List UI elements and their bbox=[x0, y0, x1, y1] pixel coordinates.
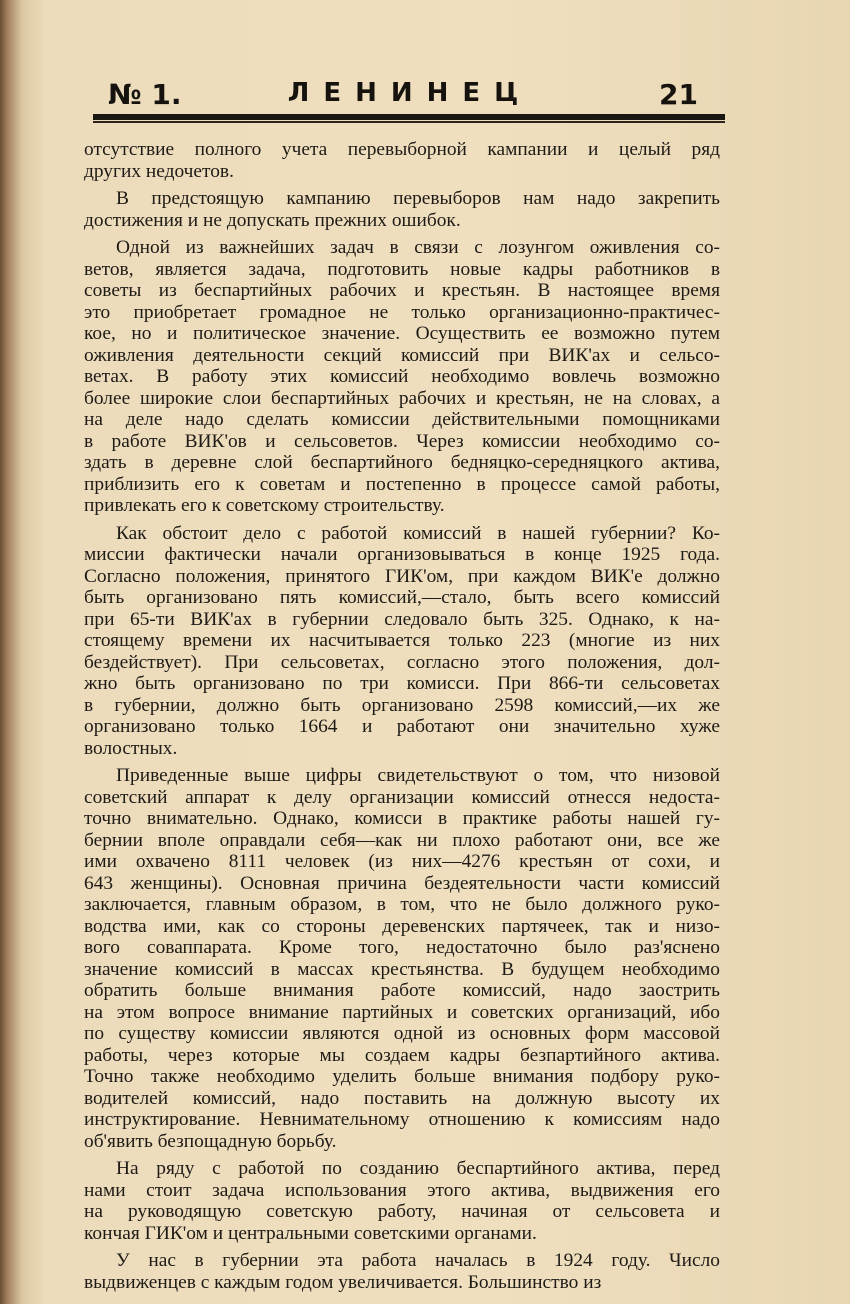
issue-number: № 1. bbox=[108, 78, 182, 111]
paragraph bbox=[84, 523, 720, 760]
text-line: отсутствие полного учета перевыборной кампании и целый ряд bbox=[84, 139, 720, 160]
text-line: кончая ГИК'ом и центральными советскими органами. bbox=[84, 1222, 537, 1244]
text-line: водителей комиссий, надо поставить на должную высоту их bbox=[84, 1087, 720, 1109]
text-line: это приобретает громадное не только организационно-практичес- bbox=[84, 301, 720, 323]
paragraph bbox=[84, 237, 720, 517]
paragraph bbox=[84, 765, 720, 1152]
text-line: советский аппарат к делу организации комиссий отнесся недоста- bbox=[84, 786, 720, 808]
text-line: в губернии, должно быть организовано 2598 комиссий,—их же bbox=[84, 694, 720, 716]
text-line: На ряду с работой по созданию беспартийного актива, перед bbox=[116, 1158, 720, 1179]
text-line: на деле надо сделать комиссии действительными помощниками bbox=[84, 409, 720, 430]
text-line: 643 женщины). Основная причина бездеятельности части комиссий bbox=[84, 872, 720, 894]
text-line: Согласно положения, принятого ГИК'ом, при каждом ВИК'е должно bbox=[84, 565, 720, 587]
text-line: вого соваппарата. Кроме того, недостаточно было раз'яснено bbox=[84, 937, 720, 958]
text-line: миссии фактически начали организовываться в конце 1925 года. bbox=[84, 544, 720, 565]
text-line: привлекать его к советскому строительству. bbox=[84, 495, 445, 516]
text-line: выдвиженцев с каждым годом увеличивается. Большинство из bbox=[84, 1271, 602, 1293]
text-line: кое, но и политическое значение. Осуществить ее возможно путем bbox=[84, 323, 720, 344]
text-line: Приведенные выше цифры свидетельствуют о том, что низовой bbox=[116, 765, 720, 786]
paragraph bbox=[84, 1158, 720, 1244]
header-rule-thin bbox=[93, 121, 725, 123]
paragraph bbox=[84, 188, 720, 231]
text-line: приблизить его к советам и постепенно в процессе самой работы, bbox=[84, 473, 720, 495]
text-line: ветах. В работу этих комиссий необходимо вовлечь возможно bbox=[84, 366, 720, 387]
text-line: нами стоит задача использования этого актива, выдвижения его bbox=[84, 1179, 720, 1201]
text-line: обратить больше внимания работе комиссий, надо заострить bbox=[84, 980, 720, 1001]
text-line: об'явить безпощадную борьбу. bbox=[84, 1130, 337, 1152]
text-line: Как обстоит дело с работой комиссий в нашей губернии? Ко- bbox=[116, 522, 720, 544]
text-line: стоящему времени их насчитывается только 223 (многие из них bbox=[84, 630, 720, 651]
paragraph bbox=[84, 1250, 720, 1293]
text-line: здать в деревне слой беспартийного бедняцко-середняцкого актива, bbox=[84, 452, 720, 473]
text-line: водства ими, как со стороны деревенских партячеек, так и низо- bbox=[84, 915, 720, 937]
header-rule bbox=[93, 114, 725, 120]
text-line: значение комиссий в массах крестьянства. В будущем необходимо bbox=[84, 958, 720, 980]
text-line: точно внимательно. Однако, комисси в практике работы нашей гу- bbox=[84, 808, 720, 829]
paragraph bbox=[84, 139, 720, 182]
text-line: советы из беспартийных рабочих и крестьян. В настоящее время bbox=[84, 280, 720, 301]
text-line: бездействует). При сельсоветах, согласно этого положения, дол- bbox=[84, 651, 720, 673]
text-line: быть организовано пять комиссий,—стало, быть всего комиссий bbox=[84, 587, 720, 608]
text-line: в работе ВИК'ов и сельсоветов. Через комиссии необходимо со- bbox=[84, 430, 720, 452]
text-line: В предстоящую кампанию перевыборов нам надо закрепить bbox=[116, 188, 720, 209]
text-line: ими охвачено 8111 человек (из них—4276 крестьян от сохи, и bbox=[84, 851, 720, 872]
text-line: бернии вполе оправдали себя—как ни плохо работают они, все же bbox=[84, 829, 720, 851]
text-line: заключается, главным образом, в том, что не было должного руко- bbox=[84, 894, 720, 915]
text-line: организовано только 1664 и работают они значительно хуже bbox=[84, 716, 720, 737]
text-line: оживления деятельности секций комиссий при ВИК'ах и сельсо- bbox=[84, 344, 720, 366]
text-line: других недочетов. bbox=[84, 160, 234, 182]
running-header bbox=[108, 78, 698, 114]
text-line: на руководящую советскую работу, начиная от сельсовета и bbox=[84, 1201, 720, 1222]
text-line: Точно также необходимо уделить больше внимания подбору руко- bbox=[84, 1066, 720, 1087]
text-line: при 65-ти ВИК'ах в губернии следовало быть 325. Однако, к на- bbox=[84, 608, 720, 630]
text-line: У нас в губернии эта работа началась в 1924 году. Число bbox=[116, 1250, 720, 1271]
text-line: более широкие слои беспартийных рабочих и крестьян, не на словах, а bbox=[84, 387, 720, 409]
text-line: Одной из важнейших задач в связи с лозунгом оживления со- bbox=[116, 237, 720, 258]
text-line: по существу комиссии являются одной из основных форм массовой bbox=[84, 1023, 720, 1044]
text-line: работы, через которые мы создаем кадры безпартийного актива. bbox=[84, 1044, 720, 1066]
text-line: ветов, является задача, подготовить новые кадры работников в bbox=[84, 258, 720, 280]
text-line: волостных. bbox=[84, 737, 178, 759]
text-line: инструктирование. Невнимательному отношению к комиссиям надо bbox=[84, 1109, 720, 1130]
text-line: на этом вопросе внимание партийных и советских организаций, ибо bbox=[84, 1001, 720, 1023]
article-body bbox=[84, 139, 720, 1293]
journal-title: ЛЕНИНЕЦ bbox=[287, 78, 533, 108]
text-line: жно быть организовано по три комисси. При 866-ти сельсоветах bbox=[84, 673, 720, 694]
page-number: 21 bbox=[659, 78, 698, 111]
text-line: достижения и не допускать прежних ошибок. bbox=[84, 209, 461, 231]
